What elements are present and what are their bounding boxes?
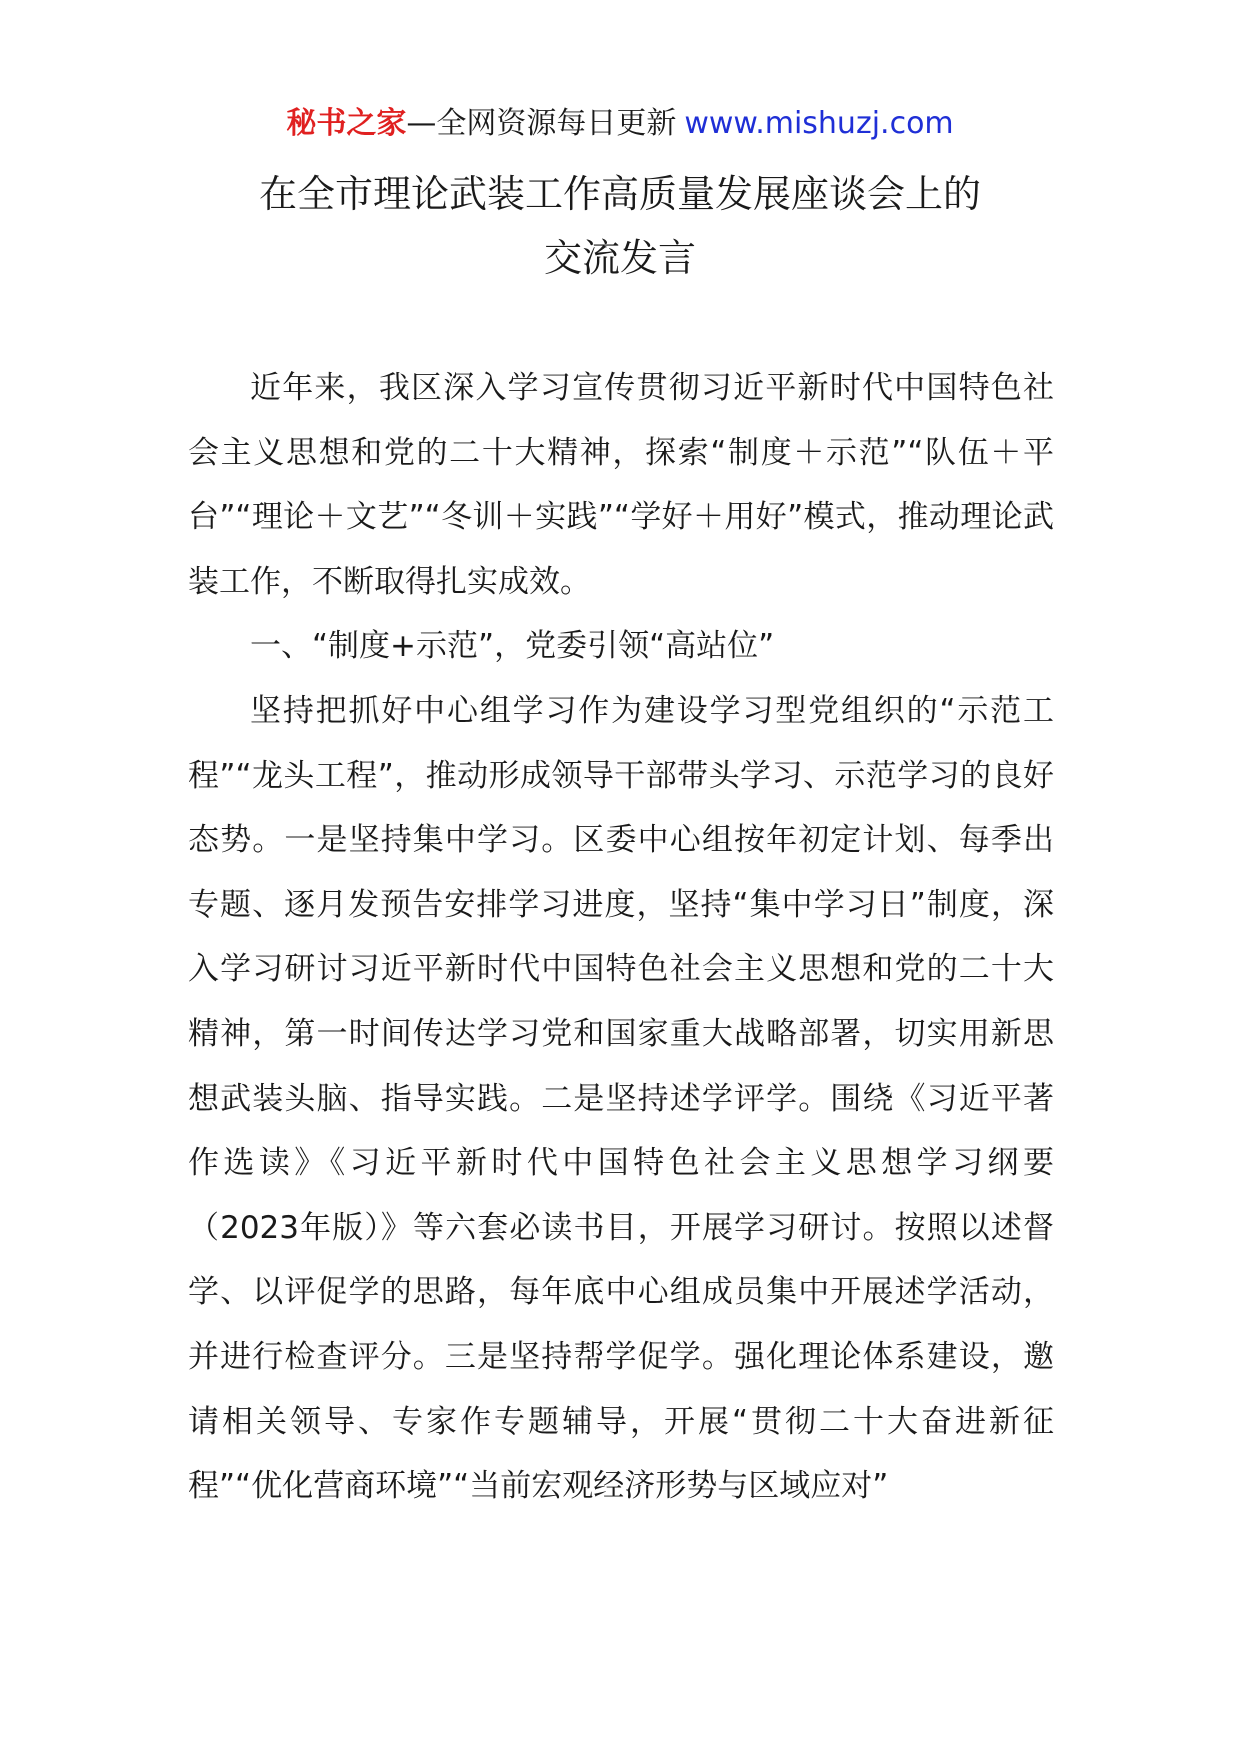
section-heading-1: 一、“制度+示范”，党委引领“高站位” (250, 628, 775, 665)
document-body (188, 356, 1054, 1519)
banner-slogan: —全网资源每日更新 (406, 106, 677, 141)
title-line-1: 在全市理论武装工作高质量发展座谈会上的 (258, 172, 981, 216)
website-link[interactable]: www.mishuzj.com (684, 106, 954, 141)
document-title (0, 162, 1240, 290)
brand-name: 秘书之家 (286, 106, 407, 141)
body-paragraph: 坚持把抓好中心组学习作为建设学习型党组织的“示范工程”“龙头工程”，推动形成领导干部带头学习、示范学习的良好态势。一是坚持集中学习。区委中心组按年初定计划、每季出专题、逐月发预告安排学习进度，坚持“集中学习日”制度，深入学习研讨习近平新时代中国特色社会主义思想和党的二十大精神，第一时间传达学习党和国家重大战略部署，切实用新思想武装头脑、指导实践。二是坚持述学评学。围绕《习近平著作选读》《习近平新时代中国特色社会主义思想学习纲要（2023年版）》等六套必读书目，开展学习研讨。按照以述督学、以评促学的思路，每年底中心组成员集中开展述学活动，并进行检查评分。三是坚持帮学促学。强化理论体系建设，邀请相关领导、专家作专题辅导，开展“贯彻二十大奋进新征程”“优化营商环境”“当前宏观经济形势与区域应对” (188, 692, 1054, 1505)
header-banner (0, 104, 1240, 144)
intro-paragraph: 近年来，我区深入学习宣传贯彻习近平新时代中国特色社会主义思想和党的二十大精神，探索“制度＋示范”“队伍＋平台”“理论＋文艺”“冬训＋实践”“学好＋用好”模式，推动理论武装工作，不断取得扎实成效。 (188, 370, 1054, 600)
title-line-2: 交流发言 (543, 236, 696, 280)
